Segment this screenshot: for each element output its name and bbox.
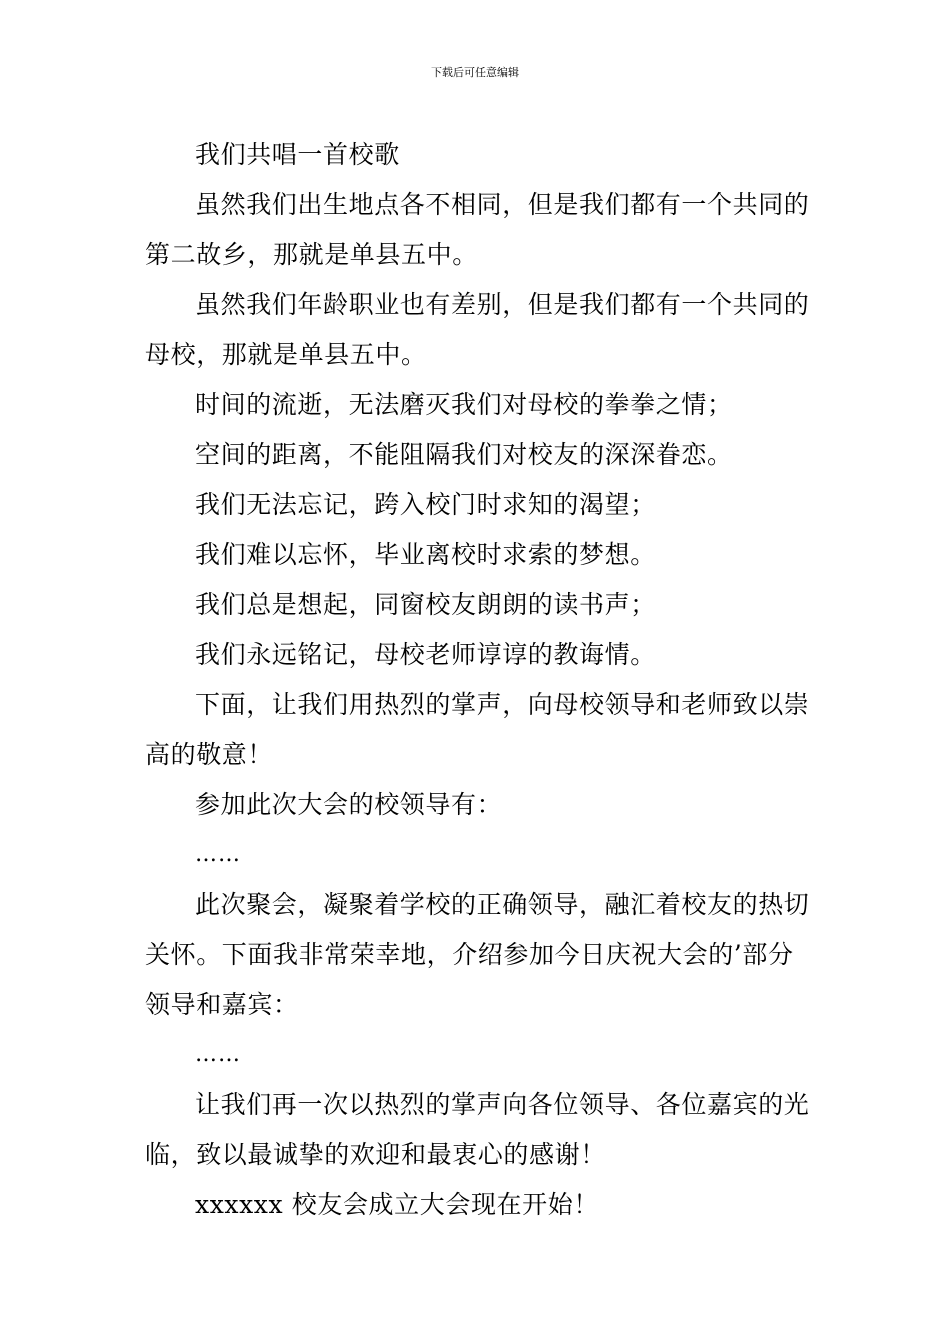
paragraph: xxxxxx 校友会成立大会现在开始！ <box>195 1190 599 1219</box>
paragraph: 我们难以忘怀，毕业离校时求索的梦想。 <box>195 540 656 569</box>
ellipsis-line: …… <box>195 1042 241 1067</box>
page-header: 下载后可任意编辑 <box>431 66 519 79</box>
paragraph: 我们无法忘记，跨入校门时求知的渴望； <box>195 490 656 519</box>
paragraph: 时间的流逝，无法磨灭我们对母校的拳拳之情； <box>195 390 733 419</box>
paragraph: 我们共唱一首校歌 <box>195 140 400 169</box>
paragraph: 我们永远铭记，母校老师谆谆的教诲情。 <box>195 640 656 669</box>
ellipsis-line: …… <box>195 842 241 867</box>
paragraph: 虽然我们出生地点各不相同，但是我们都有一个共同的第二故乡，那就是单县五中。 <box>145 190 810 269</box>
paragraph: 我们总是想起，同窗校友朗朗的读书声； <box>195 590 656 619</box>
paragraph: 让我们再一次以热烈的掌声向各位领导、各位嘉宾的光临，致以最诚挚的欢迎和最衷心的感谢！ <box>145 1090 810 1169</box>
paragraph: 空间的距离，不能阻隔我们对校友的深深眷恋。 <box>195 440 733 469</box>
document-body <box>145 130 810 1230</box>
paragraph: 下面，让我们用热烈的掌声，向母校领导和老师致以崇高的敬意！ <box>145 690 810 769</box>
paragraph: 参加此次大会的校领导有： <box>195 790 503 819</box>
paragraph: 此次聚会，凝聚着学校的正确领导，融汇着校友的热切关怀。下面我非常荣幸地，介绍参加今日庆祝大会的’部分领导和嘉宾： <box>145 890 810 1019</box>
paragraph: 虽然我们年龄职业也有差别，但是我们都有一个共同的母校，那就是单县五中。 <box>145 290 810 369</box>
